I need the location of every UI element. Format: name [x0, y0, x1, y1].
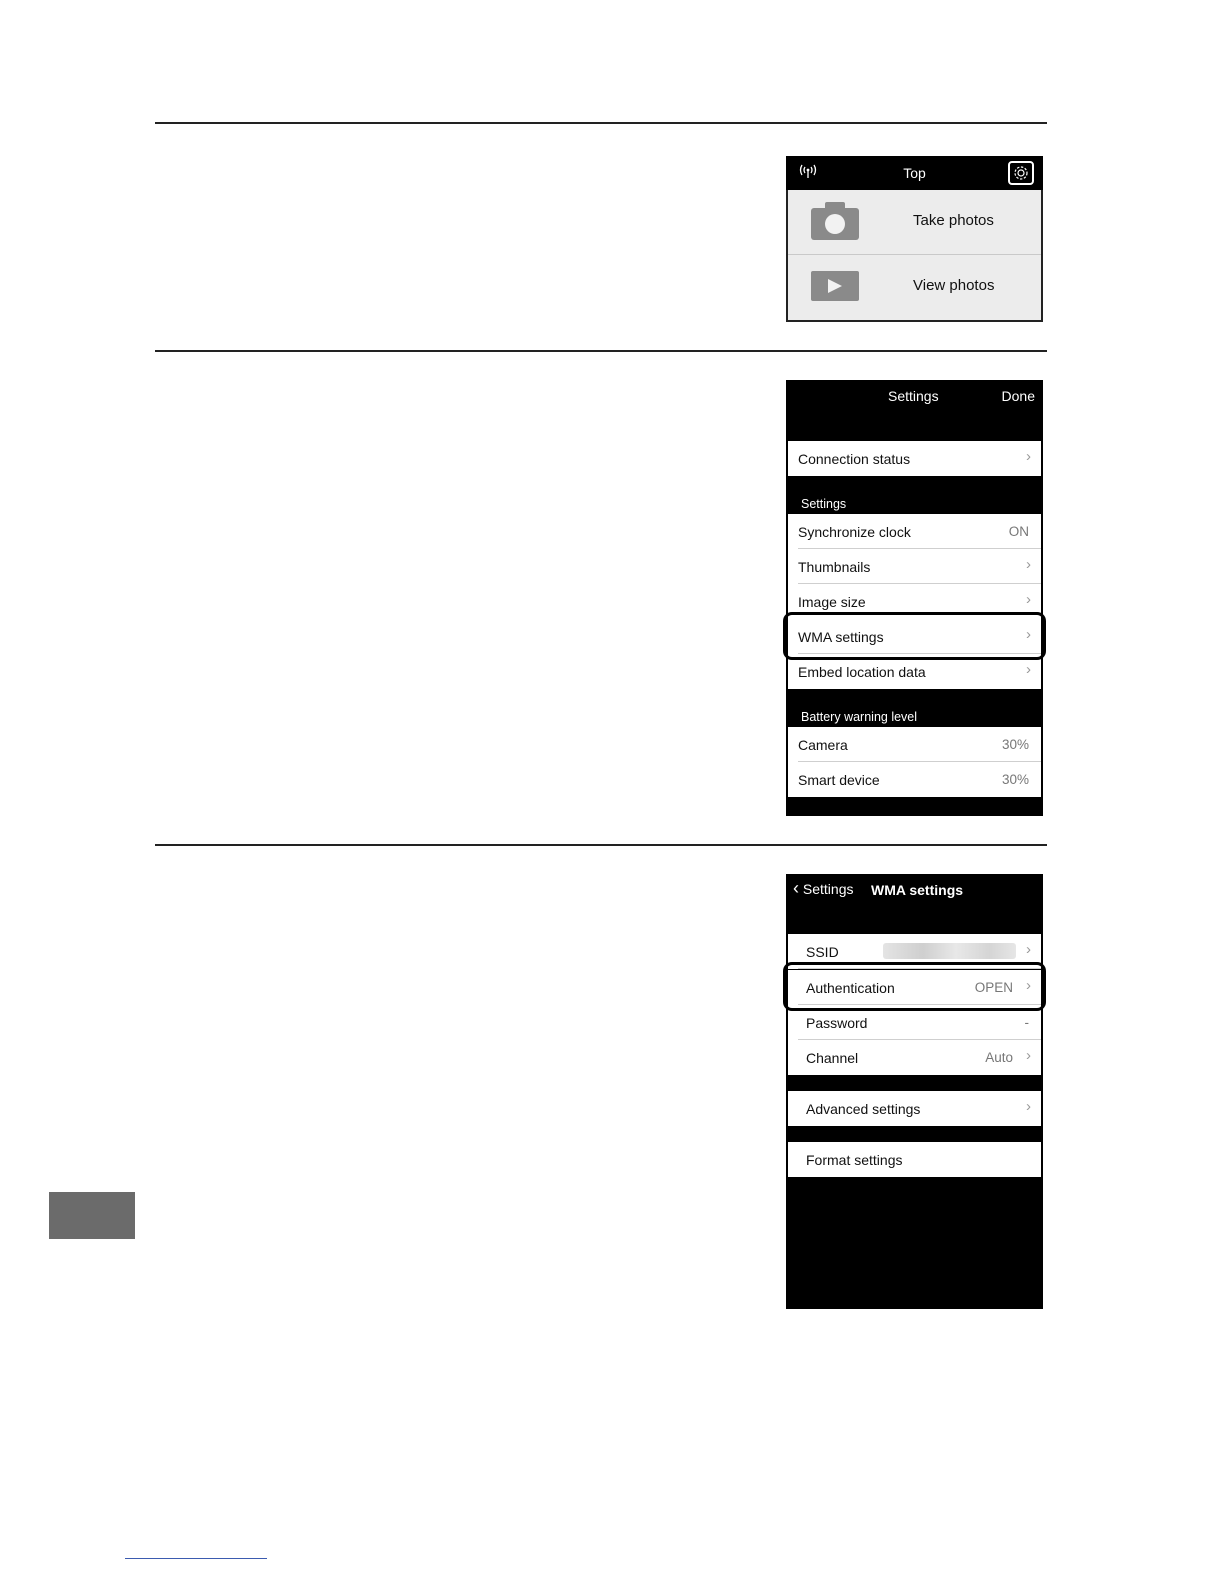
back-label: Settings: [802, 881, 854, 897]
authentication-label: Authentication: [806, 979, 895, 996]
password-value: -: [1024, 1015, 1029, 1030]
embed-location-label: Embed location data: [798, 663, 926, 680]
settings-section-header: Settings: [801, 497, 847, 511]
page-title: Top: [903, 165, 926, 181]
wma-settings-highlight: [783, 612, 1046, 660]
advanced-settings-row[interactable]: [788, 1091, 1041, 1126]
ssid-label: SSID: [806, 943, 839, 960]
wma-settings-label: WMA settings: [798, 628, 884, 645]
camera-battery-value: 30%: [1001, 737, 1029, 752]
ssid-value-blurred: [883, 943, 1016, 959]
channel-label: Channel: [806, 1049, 859, 1066]
connection-status-label: Connection status: [798, 450, 911, 467]
chevron-right-icon: ›: [1026, 556, 1031, 573]
chevron-right-icon: ›: [1026, 941, 1031, 958]
chevron-right-icon: ›: [1026, 977, 1031, 994]
chevron-right-icon: ›: [1026, 626, 1031, 643]
divider-rule-2: [155, 350, 1047, 352]
settings-screen: [786, 380, 1043, 816]
smart-device-battery-row[interactable]: [788, 762, 1041, 797]
synchronize-clock-value: ON: [1008, 524, 1029, 539]
authentication-value: OPEN: [974, 980, 1013, 995]
take-photos-label: Take photos: [913, 212, 994, 229]
synchronize-clock-row[interactable]: [788, 514, 1041, 549]
back-button[interactable]: [793, 878, 854, 898]
chevron-right-icon: ›: [1026, 1047, 1031, 1064]
wma-navbar: [786, 874, 1043, 934]
top-screen: [786, 156, 1043, 322]
bottom-link-underline: [125, 1558, 267, 1559]
camera-icon: [811, 202, 859, 245]
chevron-right-icon: ›: [1026, 661, 1031, 678]
image-size-label: Image size: [798, 593, 866, 610]
smart-device-battery-label: Smart device: [798, 771, 880, 788]
channel-row[interactable]: [788, 1040, 1041, 1075]
format-settings-label: Format settings: [806, 1151, 903, 1168]
chevron-right-icon: ›: [1026, 448, 1031, 465]
synchronize-clock-label: Synchronize clock: [798, 523, 911, 540]
password-label: Password: [806, 1014, 868, 1031]
take-photos-item[interactable]: [788, 190, 1041, 254]
camera-battery-label: Camera: [798, 736, 848, 753]
settings-navbar: [786, 380, 1043, 438]
advanced-settings-label: Advanced settings: [806, 1100, 921, 1117]
chevron-left-icon: ‹: [793, 878, 799, 898]
top-navbar: [786, 156, 1043, 190]
smart-device-battery-value: 30%: [1001, 772, 1029, 787]
chevron-right-icon: ›: [1026, 1098, 1031, 1115]
view-photos-item[interactable]: [788, 255, 1041, 319]
channel-value: Auto: [985, 1050, 1013, 1065]
thumbnails-row[interactable]: [788, 549, 1041, 584]
done-button[interactable]: Done: [1001, 388, 1035, 404]
authentication-highlight: [783, 962, 1046, 1011]
connection-status-row[interactable]: [788, 441, 1041, 476]
divider-rule-3: [155, 844, 1047, 846]
page-title: Settings: [888, 388, 939, 404]
top-menu: [786, 190, 1043, 322]
side-tab-marker: [49, 1192, 135, 1239]
page-title: WMA settings: [871, 882, 964, 898]
thumbnails-label: Thumbnails: [798, 558, 871, 575]
divider-rule-1: [155, 122, 1047, 124]
wma-settings-screen: [786, 874, 1043, 1309]
gear-icon[interactable]: [1004, 157, 1038, 189]
camera-battery-row[interactable]: [788, 727, 1041, 762]
view-photos-label: View photos: [913, 277, 995, 294]
format-settings-row[interactable]: [788, 1142, 1041, 1177]
battery-section-header: Battery warning level: [801, 710, 918, 724]
chevron-right-icon: ›: [1026, 591, 1031, 608]
play-icon: [811, 271, 859, 306]
